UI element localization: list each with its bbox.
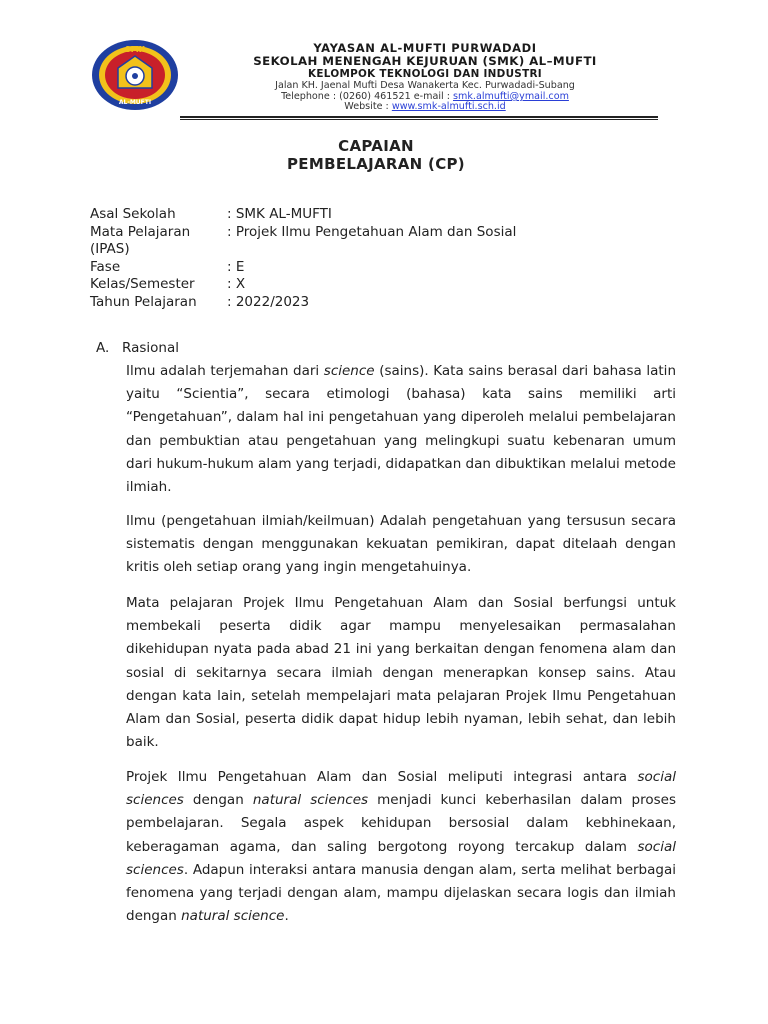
p4-text-c: dengan — [183, 792, 253, 809]
document-title-line2: PEMBELAJARAN (CP) — [287, 155, 465, 173]
letterhead-rule — [180, 116, 658, 118]
p1-text-a: Ilmu adalah terjemahan dari — [126, 363, 324, 379]
asal-label: Asal Sekolah — [90, 206, 176, 222]
section-number: A. — [96, 340, 110, 356]
mapel-label: Mata Pelajaran — [90, 223, 191, 240]
email-link[interactable]: smk.almufti@ymail.com — [453, 91, 569, 102]
logo-text-bottom: AL-MUFTI — [118, 99, 152, 106]
document-title-line1: CAPAIAN — [338, 137, 414, 155]
p4-text-g: . Adapun interaksi antara manusia dengan alam, serta melihat berbagai fenomena yang terjadi dengan alam, mampu dijelaskan secara logis dan ilmiah dengan — [126, 861, 676, 925]
website-label: Website : — [344, 101, 392, 112]
foundation-name: YAYASAN AL-MUFTI PURWADADI — [313, 41, 537, 55]
school-address: Jalan KH. Jaenal Mufti Desa Wanakerta Kec. Purwadadi-Subang — [275, 80, 575, 91]
p4-text-i: . — [284, 908, 289, 925]
section-heading — [96, 340, 179, 356]
p4-italic-natural-science: natural science — [181, 908, 285, 925]
p4-italic-social-sciences-2: social sciences — [126, 838, 676, 878]
telephone-text: Telephone : (0260) 461521 e-mail : — [281, 91, 453, 102]
school-website — [190, 101, 660, 112]
fase-label: Fase — [90, 258, 121, 275]
paragraph-1 — [126, 360, 676, 499]
asal-value: : SMK AL-MUFTI — [227, 206, 332, 222]
school-name: SEKOLAH MENENGAH KEJURUAN (SMK) AL–MUFTI — [253, 54, 597, 68]
letterhead-rule-thin — [180, 119, 658, 120]
p1-text-c: (sains). Kata sains berasal dari bahasa latin yaitu “Scientia”, secara etimologi (bahasa) kata sains memiliki arti “Pengetahuan”, dalam hal ini pengetahuan yang diperoleh melalui pembelajaran dan pembuktian atau pengetahuan yang melingkupi suatu kebenaran umum dari hukum-hukum alam yang terjadi, didapatkan dan dibuktikan melalui metode ilmiah. — [126, 363, 676, 496]
p4-italic-social-sciences: social sciences — [126, 769, 676, 809]
paragraph-4 — [126, 766, 676, 928]
paragraph-2: Ilmu (pengetahuan ilmiah/keilmuan) Adalah pengetahuan yang tersusun secara sistematis dengan menggunakan kekuatan pemikiran, dapat ditelaah dengan kritis oleh setiap orang yang ingin mengetahuinya. — [126, 513, 676, 576]
p4-italic-natural-sciences: natural sciences — [252, 792, 369, 809]
paragraph-3: Mata pelajaran Projek Ilmu Pengetahuan Alam dan Sosial berfungsi untuk membekali peserta didik agar mampu menyelesaikan permasalahan dikehidupan nyata pada abad 21 ini yang berkaitan dengan fenomena alam dan sosial di sekitarnya secara ilmiah dengan menerapkan konsep sains. Atau dengan kata lain, setelah mempelajari mata pelajaran Projek Ilmu Pengetahuan Alam dan Sosial, peserta didik dapat hidup lebih nyaman, lebih sehat, dan lebih baik. — [126, 595, 676, 751]
logo-text-top: SMK — [125, 45, 145, 54]
kelas-value: : X — [227, 276, 246, 292]
fase-value: : E — [227, 258, 245, 275]
p1-italic-science: science — [323, 363, 375, 379]
school-logo-icon — [90, 38, 180, 112]
p4-text-e: menjadi kunci keberhasilan dalam proses pembelajaran. Segala aspek kehidupan bersosial dalam kebhinekaan, keberagaman agama, dan saling bergotong royong tercakup dalam — [126, 792, 677, 855]
mapel-continuation: (IPAS) — [90, 241, 130, 257]
kelas-label: Kelas/Semester — [90, 276, 195, 292]
mapel-value: : Projek Ilmu Pengetahuan Alam dan Sosial — [227, 223, 517, 240]
tahun-label: Tahun Pelajaran — [90, 293, 197, 310]
section-title: Rasional — [122, 340, 179, 356]
school-group: KELOMPOK TEKNOLOGI DAN INDUSTRI — [308, 68, 542, 80]
tahun-value: : 2022/2023 — [227, 293, 310, 310]
p4-text-a: Projek Ilmu Pengetahuan Alam dan Sosial meliputi integrasi antara — [126, 769, 638, 785]
website-link[interactable]: www.smk-almufti.sch.id — [391, 101, 506, 112]
